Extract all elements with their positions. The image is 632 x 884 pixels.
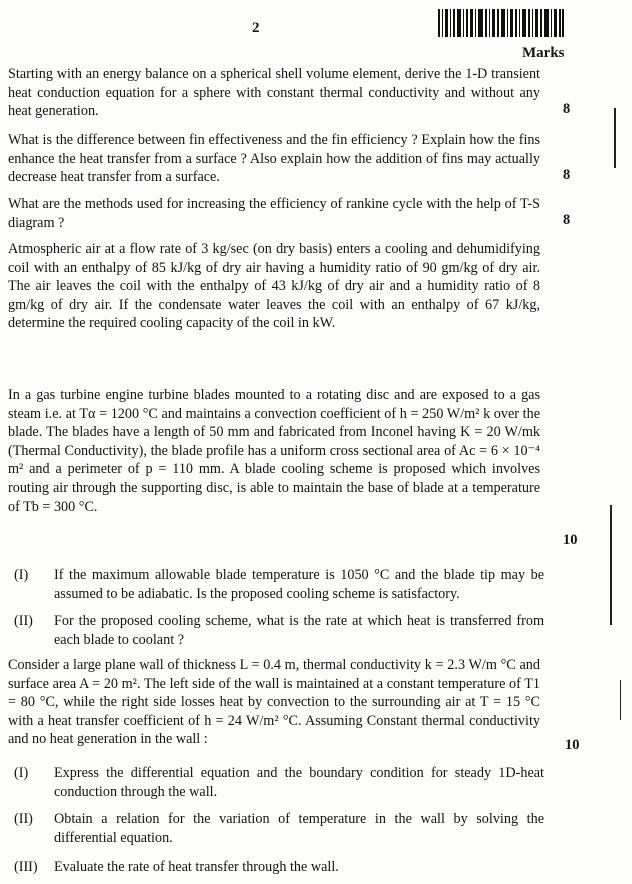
question-5-marks: 10 [563, 532, 578, 548]
question-1-marks: 8 [563, 101, 571, 117]
part-text: Evaluate the rate of heat transfer through the wall. [54, 859, 339, 875]
question-1: Starting with an energy balance on a spherical shell volume element, derive the 1-D transient heat conduction equation for a sphere with constant thermal conductivity and without any heat generation. [8, 66, 540, 120]
question-6-part-3 [14, 858, 544, 877]
question-6-marks: 10 [565, 737, 580, 753]
question-3: What are the methods used for increasing the efficiency of rankine cycle with the help of T-S diagram ? [8, 196, 540, 231]
part-number: (II) [14, 613, 33, 629]
part-number: (III) [14, 859, 38, 875]
page-number: 2 [252, 20, 260, 36]
part-text: If the maximum allowable blade temperature is 1050 °C and the blade tip may be assumed to be adiabatic. Is the proposed cooling scheme is satisfactory. [54, 567, 544, 602]
question-2: What is the difference between fin effectiveness and the fin efficiency ? Explain how the fins enhance the heat transfer from a surface ? Also explain how the addition of fins may actually decrease heat transfer from a surface. [8, 132, 540, 186]
barcode [438, 9, 564, 37]
part-text: For the proposed cooling scheme, what is the rate at which heat is transferred from each blade to coolant ? [54, 613, 544, 648]
question-3-marks: 8 [563, 212, 571, 228]
part-text: Express the differential equation and the boundary condition for steady 1D-heat conduction through the wall. [54, 765, 544, 800]
part-number: (I) [14, 765, 29, 781]
part-text: Obtain a relation for the variation of temperature in the wall by solving the differential equation. [54, 811, 544, 846]
question-6-part-1 [14, 764, 544, 801]
question-6: Consider a large plane wall of thickness L = 0.4 m, thermal conductivity k = 2.3 W/m °C and surface area A = 20 m². The left side of the wall is maintained at a constant temperature of T1 = 80 °C, while the right side losses heat by convection to the surrounding air at T = 15 °C with a heat transfer coefficient of h = 24 W/m² °C. Assuming Constant thermal conductivity and no heat generation in the wall : [8, 657, 540, 748]
part-number: (II) [14, 811, 33, 827]
question-5-part-1 [14, 566, 544, 603]
question-5-part-2 [14, 612, 544, 649]
question-5: In a gas turbine engine turbine blades mounted to a rotating disc and are exposed to a gas steam i.e. at Tα = 1200 °C and maintains a convection coefficient of h = 250 W/m² k over the blade. The blades have a length of 50 mm and fabricated from Inconel having K = 20 W/mk (Thermal Conductivity), the blade profile has a uniform cross sectional area of Ac = 6 × 10⁻⁴ m² and a perimeter of p = 110 mm. A blade cooling scheme is proposed which involves routing air through the supporting disc, is able to maintain the base of blade at a temperature of Tb = 300 °C. [8, 387, 540, 515]
question-2-marks: 8 [563, 167, 571, 183]
question-6-part-2 [14, 810, 544, 847]
scan-edge-mark [614, 108, 616, 168]
scan-edge-mark [610, 505, 612, 625]
question-4: Atmospheric air at a flow rate of 3 kg/sec (on dry basis) enters a cooling and dehumidifying coil with an enthalpy of 85 kJ/kg of dry air having a humidity ratio of 90 gm/kg of dry air. The air leaves the coil with the enthalpy of 43 kJ/kg of dry air and a humidity ratio of 8 gm/kg of dry air. If the condensate water leaves the coil with an enthalpy of 67 kJ/kg, determine the required cooling capacity of the coil in kW. [8, 241, 540, 332]
part-number: (I) [14, 567, 29, 583]
marks-column-header: Marks [522, 45, 565, 61]
scan-edge-mark [620, 680, 621, 720]
